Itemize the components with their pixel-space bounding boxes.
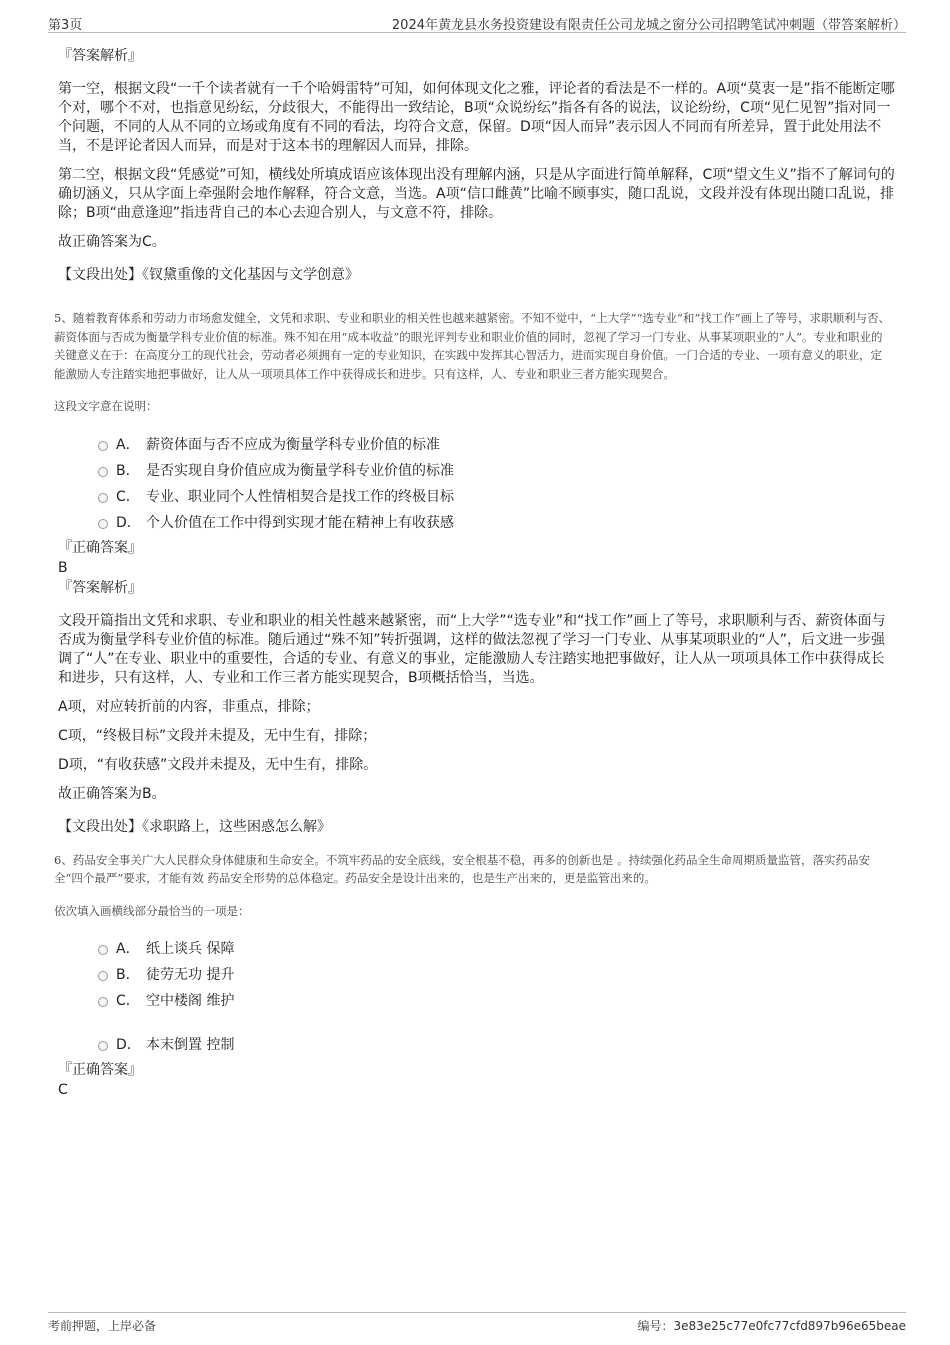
q6-option-a[interactable] [98, 938, 936, 960]
q5-analysis-item: D项，“有收获感”文段并未提及，无中生有，排除。 [58, 756, 378, 773]
q6-answer: C [58, 1082, 68, 1098]
option-letter: C． [116, 993, 140, 1009]
q5-stem: 5、随着教育体系和劳动力市场愈发健全，文凭和求职、专业和职业的相关性也越来越紧密。不知不觉中，“上大学”“选专业”和“找工作”画上了等号，求职顺利与否、薪资体面与否成为衡量学科专业价值的标准。殊不知在用“成本收益”的眼光评判专业和职业价值的同时，忽视了学习一门专业、从事某项职业的“人”。专业和职业的关键意义在于：在高度分工的现代社会，劳动者必须拥有一定的专业知识，在实践中发挥其心智活力，进而实现自身价值。一门合适的专业、一项有意义的职业，定能激励人专注踏实地把事做好，让人从一项项具体工作中获得成长和进步。只有这样，人、专业和职业三者方能实现契合。 [54, 311, 891, 381]
q6-options [98, 938, 936, 1056]
option-text: 专业、职业同个人性情相契合是找工作的终极目标 [146, 488, 454, 505]
radio-button[interactable] [98, 971, 108, 981]
q4-analysis-conclusion: 故正确答案为C。 [58, 234, 166, 250]
q5-answer-label: 『正确答案』 [58, 539, 142, 556]
q4-analysis-label: 『答案解析』 [58, 48, 142, 64]
q5-options [98, 434, 936, 534]
page-footer [48, 1312, 906, 1337]
q6-question: 依次填入画横线部分最恰当的一项是： [54, 903, 250, 918]
option-text: 薪资体面与否不应成为衡量学科专业价值的标准 [146, 436, 440, 453]
q5-analysis-item: A项，对应转折前的内容，非重点，排除； [58, 698, 320, 715]
option-text: 本末倒置 控制 [146, 1037, 235, 1053]
document-id: 编号：3e83e25c77e0fc77cfd897b96e65beae [637, 1319, 906, 1333]
radio-button[interactable] [98, 519, 108, 529]
q6-option-c[interactable] [98, 990, 936, 1012]
option-text: 纸上谈兵 保障 [146, 941, 235, 957]
q4-analysis-paragraph: 第一空，根据文段“一千个读者就有一千个哈姆雷特”可知，如何体现文化之雅，评论者的看法是不一样的。A项“莫衷一是”指不能断定哪个对，哪个不对，也指意见纷纭，分歧很大，不能得出一致结论，B项“众说纷纭”指各有各的说法，议论纷纷，C项“见仁见智”指对同一个问题，不同的人从不同的立场或角度有不同的看法，均符合文意，保留。D项“因人而异”表示因人不同而有所差异，置于此处用法不当，不是评论者因人而异，而是对于这本书的理解因人而异，排除。 [58, 81, 895, 154]
option-text: 徒劳无功 提升 [146, 967, 235, 983]
option-letter: B． [116, 967, 140, 983]
option-letter: C． [116, 488, 140, 505]
q6-stem: 6、药品安全事关广大人民群众身体健康和生命安全。不筑牢药品的安全底线，安全根基不稳，再多的创新也是 。持续强化药品全生命周期质量监管，落实药品安全“四个最严”要求，才能有效 药品安全形势的总体稳定。药品安全是设计出来的，也是生产出来的，更是监管出来的。 [54, 852, 870, 885]
q5-question: 这段文字意在说明： [54, 399, 158, 413]
q5-analysis-paragraph: 文段开篇指出文凭和求职、专业和职业的相关性越来越紧密，而“上大学”“选专业”和“找工作”画上了等号，求职顺利与否、薪资体面与否成为衡量学科专业价值的标准。随后通过“殊不知”转折强调，这样的做法忽视了学习一门专业、从事某项职业的“人”，后文进一步强调了“人”在专业、职业中的重要性，合适的专业、有意义的事业，定能激励人专注踏实地把事做好，让人从一项项具体工作中获得成长和进步，只有这样，人、专业和工作三者方能实现契合，B项概括恰当，当选。 [58, 612, 886, 686]
q5-answer: B [58, 559, 68, 576]
q4-source: 【文段出处】《钗黛重像的文化基因与文学创意》 [58, 267, 359, 283]
page-header [48, 12, 906, 33]
q5-analysis-conclusion: 故正确答案为B。 [58, 785, 166, 802]
option-letter: D． [116, 514, 141, 531]
option-letter: A． [116, 941, 140, 957]
radio-button[interactable] [98, 493, 108, 503]
q6-option-d[interactable] [98, 1034, 936, 1056]
radio-button[interactable] [98, 1041, 108, 1051]
q6-option-b[interactable] [98, 964, 936, 986]
option-letter: B． [116, 462, 140, 479]
main-content [54, 46, 896, 1100]
footer-slogan: 考前押题，上岸必备 [48, 1319, 157, 1333]
radio-button[interactable] [98, 945, 108, 955]
q5-option-b[interactable] [98, 460, 936, 482]
radio-button[interactable] [98, 997, 108, 1007]
page-number: 第3页 [48, 18, 83, 33]
option-letter: A． [116, 436, 140, 453]
q5-analysis-label: 『答案解析』 [58, 579, 142, 596]
radio-button[interactable] [98, 441, 108, 451]
q5-option-c[interactable] [98, 486, 936, 508]
option-text: 是否实现自身价值应成为衡量学科专业价值的标准 [146, 462, 454, 479]
option-text: 空中楼阁 维护 [146, 993, 235, 1009]
document-title: 2024年黄龙县水务投资建设有限责任公司龙城之窗分公司招聘笔试冲刺题（带答案解析） [391, 18, 906, 33]
radio-button[interactable] [98, 467, 108, 477]
q5-option-a[interactable] [98, 434, 936, 456]
q5-source: 【文段出处】《求职路上，这些困惑怎么解》 [58, 818, 331, 835]
q4-analysis-paragraph: 第二空，根据文段“凭感觉”可知，横线处所填成语应该体现出没有理解内涵，只是从字面进行简单解释，C项“望文生义”指不了解词句的确切涵义，只从字面上牵强附会地作解释，符合文意，当选。A项“信口雌黄”比喻不顾事实，随口乱说，文段并没有体现出随口乱说，排除；B项“曲意逢迎”指违背自己的本心去迎合别人，与文意不符，排除。 [58, 167, 895, 221]
option-letter: D． [116, 1037, 141, 1053]
q5-option-d[interactable] [98, 512, 936, 534]
q6-answer-label: 『正确答案』 [58, 1062, 142, 1078]
q5-analysis-item: C项，“终极目标”文段并未提及，无中生有，排除； [58, 727, 377, 744]
option-text: 个人价值在工作中得到实现才能在精神上有收获感 [146, 514, 454, 531]
